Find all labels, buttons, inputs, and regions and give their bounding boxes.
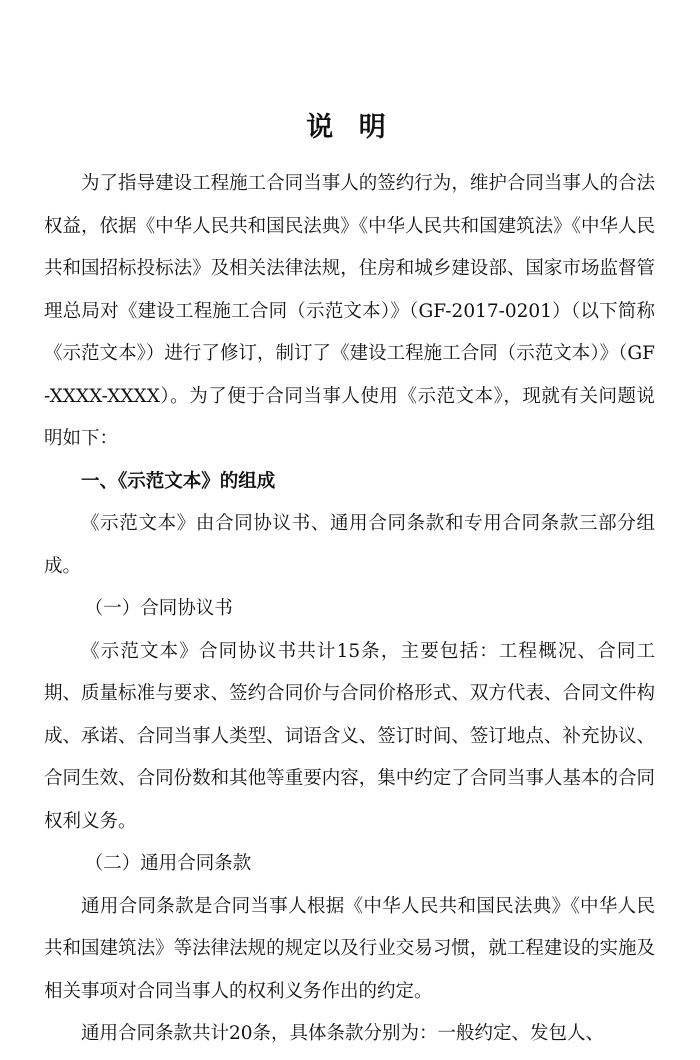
document-body bbox=[44, 163, 655, 1056]
general-terms-paragraph: 通用合同条款是合同当事人根据《中华人民共和国民法典》《中华人民共和国建筑法》等法律法规的规定以及行业交易习惯，就工程建设的实施及相关事项对合同当事人的权利义务作出的约定。 bbox=[44, 895, 655, 1002]
general-terms-count-paragraph: 通用合同条款共计20条，具体条款分别为：一般约定、发包人、 bbox=[81, 1023, 605, 1044]
page-title: 说 明 bbox=[306, 112, 394, 143]
agreement-paragraph: 《示范文本》合同协议书共计15条，主要包括：工程概况、合同工期、质量标准与要求、签约合同价与合同价格形式、双方代表、合同文件构成、承诺、合同当事人类型、词语含义、签订时间、签订地点、补充协议、合同生效、合同份数和其他等重要内容，集中约定了合同当事人基本的合同权利义务。 bbox=[44, 640, 655, 832]
intro-paragraph: 为了指导建设工程施工合同当事人的签约行为，维护合同当事人的合法权益，依据《中华人民共和国民法典》《中华人民共和国建筑法》《中华人民共和国招标投标法》及相关法律法规，住房和城乡建设部、国家市场监督管理总局对《建设工程施工合同（示范文本）》（GF-2017-0201）（以下简称《示范文本》）进行了修订，制订了《建设工程施工合同（示范文本）》（GF-XXXX-XXXX）。为了便于合同当事人使用《示范文本》，现就有关问题说明如下： bbox=[44, 173, 655, 449]
composition-paragraph: 《示范文本》由合同协议书、通用合同条款和专用合同条款三部分组成。 bbox=[44, 513, 655, 577]
subsection-heading-general-terms: （二）通用合同条款 bbox=[84, 853, 252, 874]
subsection-heading-agreement: （一）合同协议书 bbox=[84, 598, 233, 619]
section-heading-composition: 一、《示范文本》的组成 bbox=[81, 470, 276, 492]
